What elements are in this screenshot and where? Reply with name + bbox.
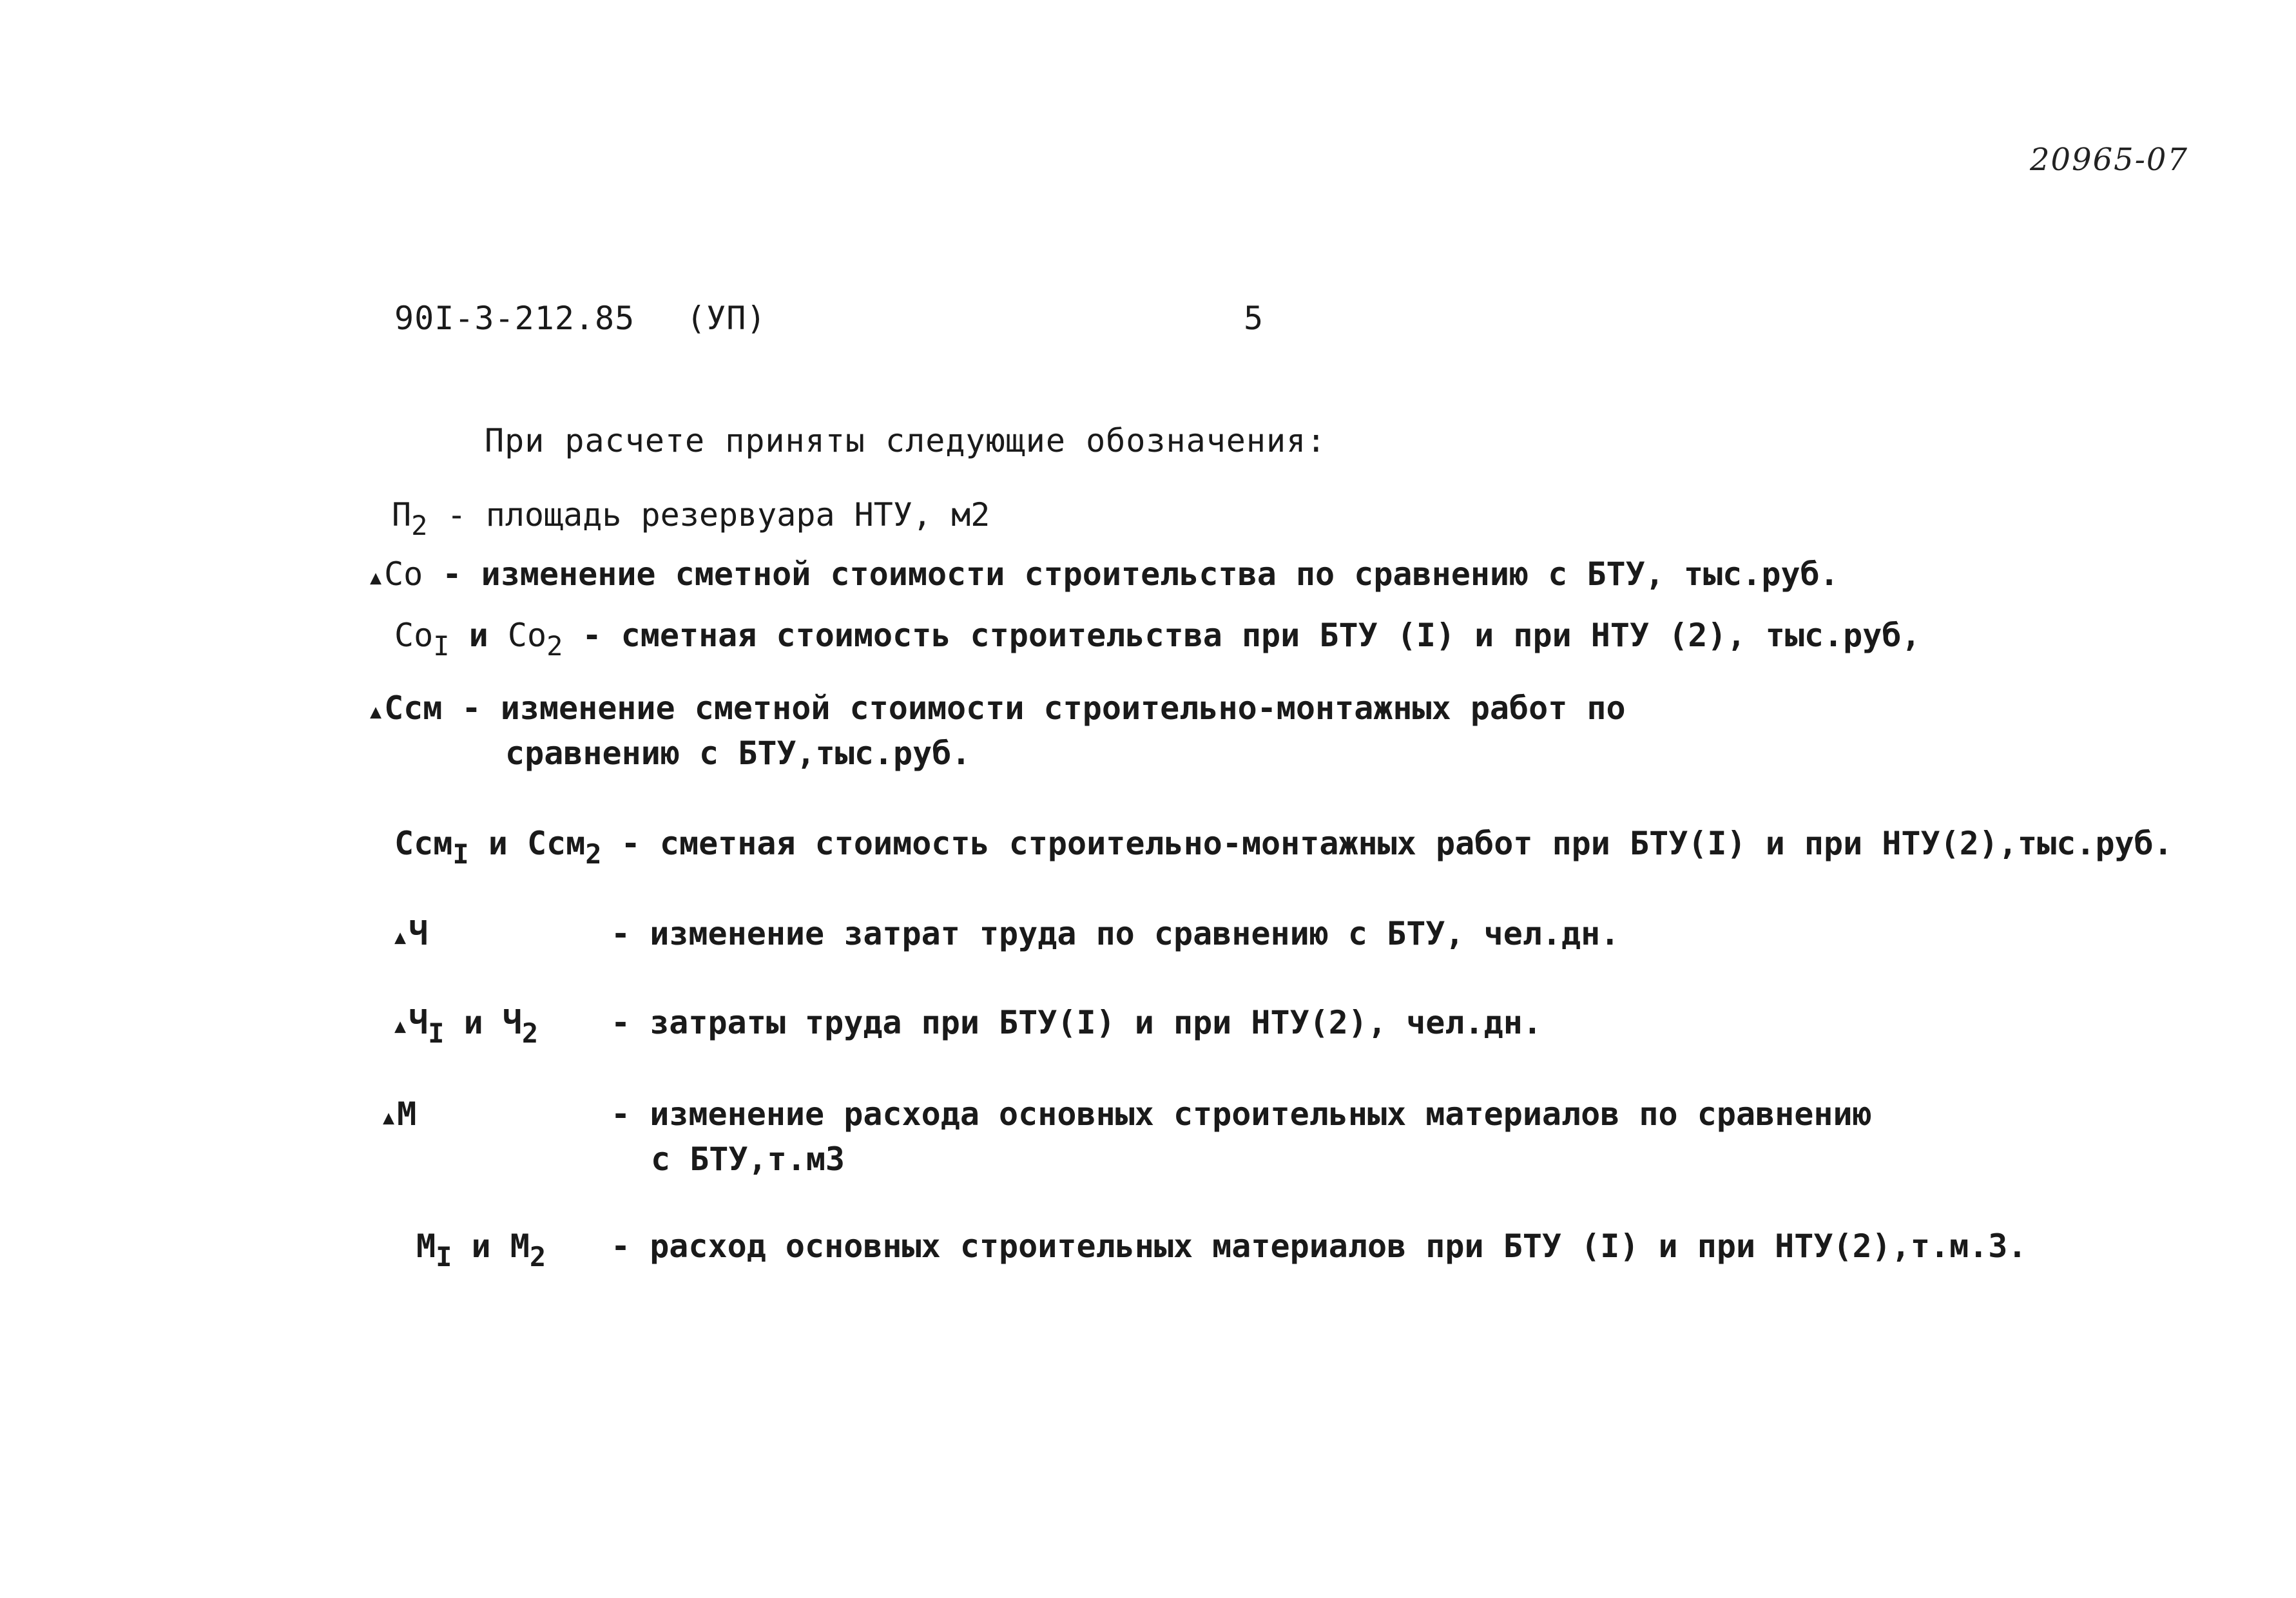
- delta-icon: ▲: [370, 700, 382, 723]
- delta-icon: ▲: [394, 926, 407, 948]
- definition-symbol: ▲М: [383, 1095, 417, 1133]
- definition-text: - затраты труда при БТУ(I) и при НТУ(2), чел.дн.: [611, 1004, 1542, 1041]
- definition-text: - изменение сметной стоимости строительно-монтажных работ по: [461, 689, 1626, 727]
- definition-text: - сметная стоимость строительно-монтажных работ при БТУ(I) и при НТУ(2),тыс.руб.: [621, 825, 2173, 862]
- doc-suffix: (УП): [686, 300, 767, 337]
- definition-text: - сметная стоимость строительства при БТУ (I) и при НТУ (2), тыс.руб,: [582, 617, 1921, 654]
- delta-icon: ▲: [383, 1106, 395, 1129]
- delta-icon: ▲: [394, 1015, 407, 1037]
- conjunction: и: [488, 825, 508, 862]
- definition-row: [394, 617, 1921, 662]
- definition-continuation: с БТУ,т.м3: [651, 1141, 845, 1178]
- definition-symbol: $М_I$ и $М_2$: [416, 1227, 546, 1273]
- definition-continuation: сравнению с БТУ,тыс.руб.: [505, 735, 971, 772]
- conjunction: и: [463, 1004, 483, 1041]
- symbol: Ссм: [384, 689, 443, 727]
- definition-row: [392, 496, 990, 541]
- symbol: $Со_I$: [394, 617, 450, 662]
- definition-text: - изменение сметной стоимости строительства по сравнению с БТУ, тыс.руб.: [442, 555, 1839, 593]
- definition-symbol: [394, 915, 428, 952]
- conjunction: и: [468, 617, 488, 654]
- page-number: 5: [1244, 300, 1264, 337]
- symbol: Со: [384, 555, 423, 593]
- symbol: Ссм$_2$: [526, 825, 602, 870]
- definition-row: [370, 689, 1626, 727]
- conjunction: и: [471, 1227, 491, 1265]
- symbol: $П_2$: [392, 496, 428, 541]
- archive-stamp: 20965-07: [2030, 142, 2188, 178]
- symbol: $Со_2$: [507, 617, 563, 662]
- definition-text: - изменение расхода основных строительных материалов по сравнению: [611, 1095, 1872, 1133]
- symbol: Ссм$_I$: [394, 825, 469, 870]
- definition-text: - площадь резервуара НТУ, м2: [447, 496, 990, 534]
- definition-text: - изменение затрат труда по сравнению с БТУ, чел.дн.: [611, 915, 1620, 952]
- doc-code: 90I-3-212.85: [394, 300, 635, 337]
- symbol: Ч: [409, 915, 429, 952]
- definition-row: [370, 555, 1839, 593]
- delta-icon: ▲: [370, 566, 382, 589]
- definition-row: [394, 825, 2173, 870]
- definition-text: - расход основных строительных материалов при БТУ (I) и при НТУ(2),т.м.3.: [611, 1227, 2027, 1265]
- intro-text: При расчете приняты следующие обозначения:: [485, 422, 1327, 459]
- definition-symbol: $▲Ч_I$ и $Ч_2$: [394, 1004, 539, 1049]
